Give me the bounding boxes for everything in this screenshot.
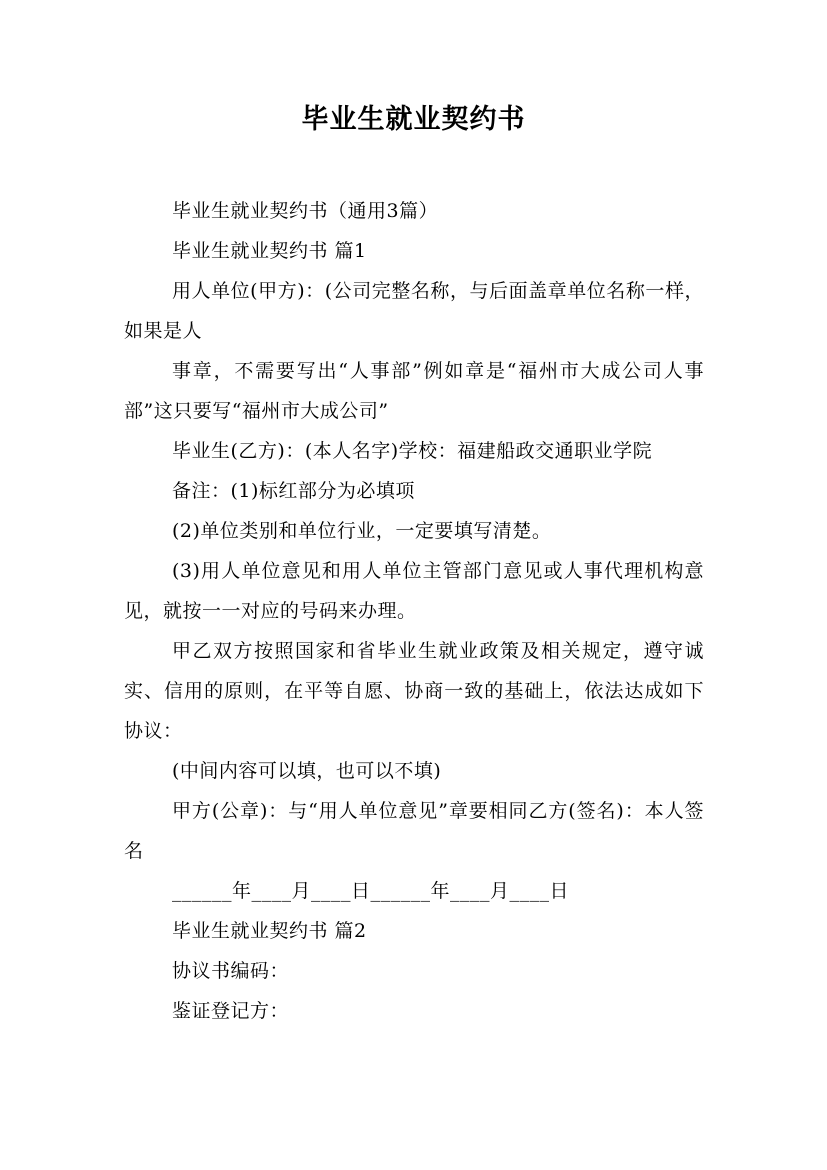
paragraph-code: 协议书编码： <box>172 960 290 982</box>
paragraph-agreement: 甲乙双方按照国家和省毕业生就业政策及相关规定，遵守诚实、信用的原则，在平等自愿、协商一致的基础上，依法达成如下协议： <box>124 640 704 742</box>
document-body <box>124 191 704 1031</box>
paragraph-section-2: 毕业生就业契约书 篇2 <box>172 920 367 942</box>
paragraph-section-1: 毕业生就业契约书 篇1 <box>172 240 367 262</box>
paragraph-optional: (中间内容可以填，也可以不填) <box>172 760 442 782</box>
paragraph-graduate: 毕业生(乙方)：(本人名字)学校：福建船政交通职业学院 <box>172 440 653 462</box>
paragraph-note-3: (3)用人单位意见和用人单位主管部门意见或人事代理机构意见，就按一一对应的号码来办理。 <box>124 560 704 622</box>
document-title: 毕业生就业契约书 <box>301 104 526 135</box>
paragraph-seal-note: 事章，不需要写出“人事部”例如章是“福州市大成公司人事部”这只要写“福州市大成公司” <box>124 360 704 422</box>
paragraph-note-2: (2)单位类别和单位行业，一定要填写清楚。 <box>172 520 552 542</box>
paragraph-signatures: 甲方(公章)：与“用人单位意见”章要相同乙方(签名)：本人签名 <box>124 800 704 862</box>
paragraph-note-1: 备注：(1)标红部分为必填项 <box>172 480 415 502</box>
paragraph-heading: 毕业生就业契约书（通用3篇） <box>172 200 439 222</box>
paragraph-registrar: 鉴证登记方： <box>172 1000 290 1022</box>
paragraph-date-line: ______年____月____日______年____月____日 <box>172 880 570 902</box>
paragraph-employer: 用人单位(甲方)：(公司完整名称，与后面盖章单位名称一样，如果是人 <box>124 280 704 342</box>
